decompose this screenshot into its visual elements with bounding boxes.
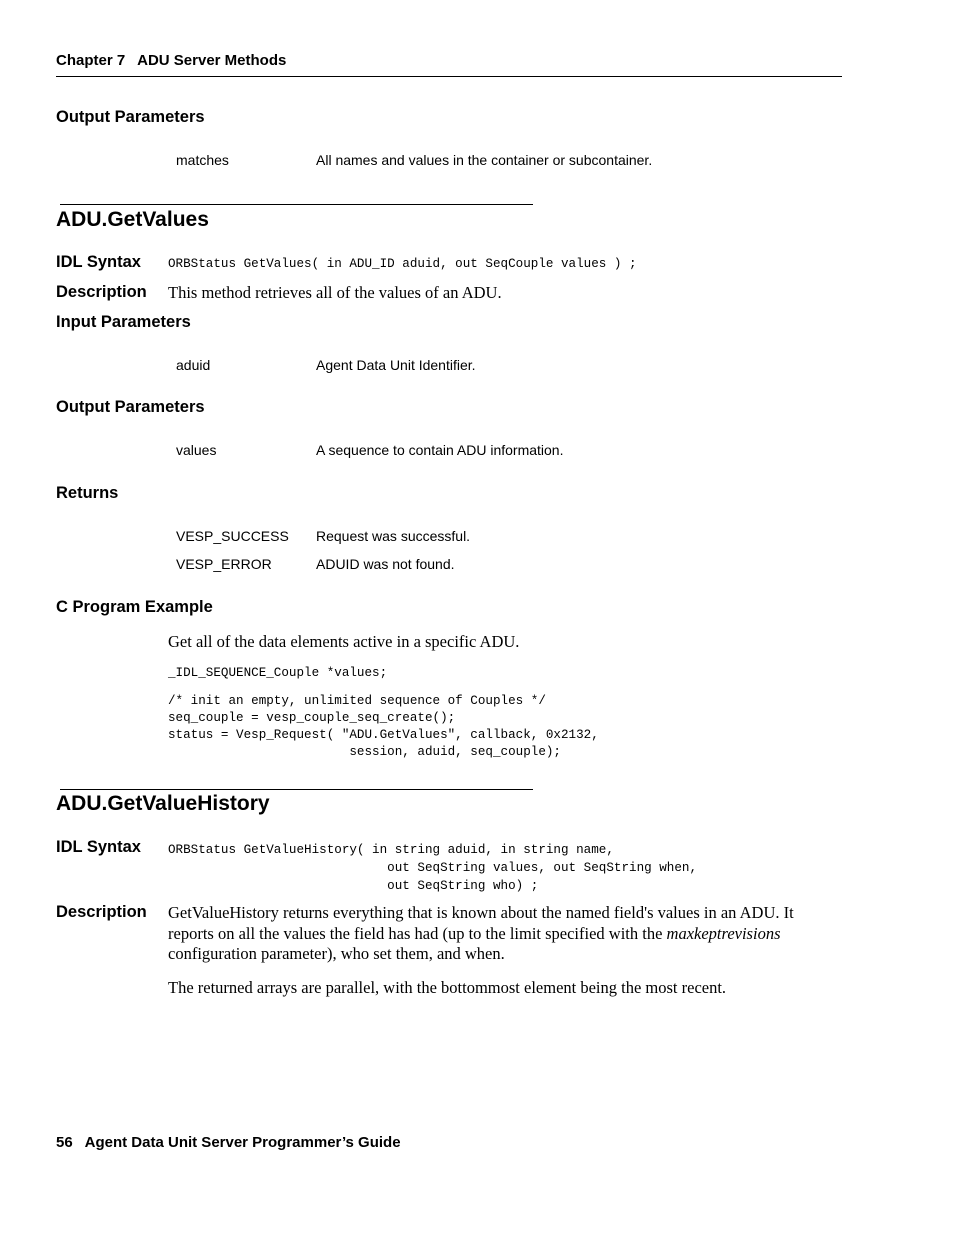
- idl-syntax-label: IDL Syntax: [56, 253, 141, 271]
- param-description: A sequence to contain ADU information.: [316, 442, 564, 458]
- description-label: Description: [56, 283, 147, 301]
- idl-syntax-label: IDL Syntax: [56, 838, 141, 856]
- header-title: ADU Server Methods: [137, 52, 287, 69]
- example-code-declaration: _IDL_SEQUENCE_Couple *values;: [168, 666, 388, 680]
- book-title: Agent Data Unit Server Programmer’s Guide: [84, 1134, 401, 1151]
- param-name: values: [176, 442, 217, 458]
- description-label: Description: [56, 903, 147, 921]
- page-footer: [56, 1134, 401, 1151]
- return-description: Request was successful.: [316, 528, 471, 544]
- returns-heading: Returns: [56, 484, 119, 502]
- header-rule: [56, 76, 842, 77]
- return-code: VESP_ERROR: [176, 556, 272, 572]
- description-text-2: The returned arrays are parallel, with the bottommost element being the most recent.: [168, 978, 727, 997]
- input-parameters-heading: Input Parameters: [56, 313, 191, 331]
- return-description: ADUID was not found.: [316, 556, 455, 572]
- output-parameters-heading: Output Parameters: [56, 398, 205, 416]
- idl-syntax-code: ORBStatus GetValues( in ADU_ID aduid, out SeqCouple values ) ;: [168, 257, 637, 271]
- param-description: All names and values in the container or subcontainer.: [316, 152, 653, 168]
- idl-syntax-code: ORBStatus GetValueHistory( in string aduid, in string name, out SeqString values, out SeqString when, out SeqString who) ;: [168, 843, 698, 893]
- section-title-getvaluehistory: ADU.GetValueHistory: [56, 792, 270, 815]
- param-name: matches: [176, 152, 229, 168]
- running-header: [56, 52, 286, 69]
- param-name: aduid: [176, 357, 211, 373]
- page-number: 56: [56, 1134, 73, 1151]
- c-program-example-heading: C Program Example: [56, 598, 213, 616]
- header-chapter: Chapter 7: [56, 52, 126, 69]
- description-text: [168, 903, 828, 965]
- example-intro: Get all of the data elements active in a specific ADU.: [168, 632, 520, 651]
- description-part: configuration parameter), who set them, and when.: [168, 944, 505, 963]
- section-title-getvalues: ADU.GetValues: [56, 208, 209, 231]
- description-part: GetValueHistory returns everything that is known about the named field's values in an ADU. It reports on all the values the field has had (up to the limit specified with the: [168, 903, 794, 943]
- param-description: Agent Data Unit Identifier.: [316, 357, 476, 373]
- output-parameters-heading: Output Parameters: [56, 108, 205, 126]
- example-code-body: /* init an empty, unlimited sequence of Couples */ seq_couple = vesp_couple_seq_create(); status = Vesp_Request( "ADU.GetValues", callback, 0x2132, session, aduid, seq_couple);: [168, 694, 599, 759]
- section-rule: [60, 204, 533, 205]
- section-rule: [60, 789, 533, 790]
- return-code: VESP_SUCCESS: [176, 528, 289, 544]
- description-text: This method retrieves all of the values of an ADU.: [168, 283, 502, 302]
- config-parameter-name: maxkeptrevisions: [666, 923, 781, 943]
